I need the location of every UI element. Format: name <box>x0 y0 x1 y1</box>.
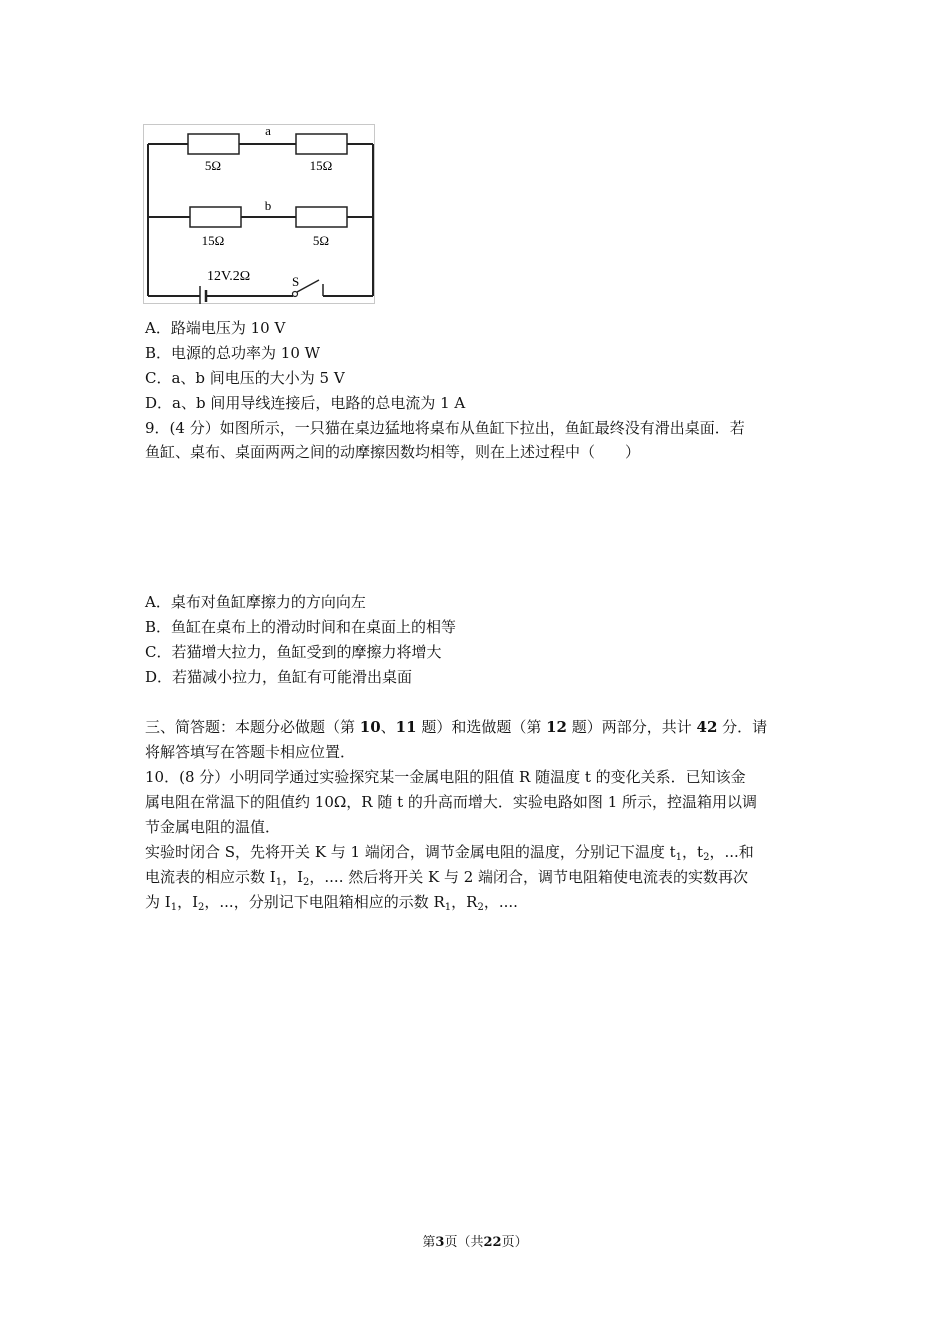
resistor-a2-label: 15Ω <box>309 158 333 173</box>
branch-label-b: b <box>264 198 272 213</box>
resistor-a1-label: 5Ω <box>204 158 222 173</box>
q10-line5: 电流表的相应示数 $I_1$，$I_2$，.... 然后将开关 K 与 2 端闭合，调节电阻箱使电流表的实数再次 <box>145 868 749 888</box>
q9-option-a: A．桌布对鱼缸摩擦力的方向向左 <box>145 593 366 611</box>
source-label: 12V.2Ω <box>207 269 251 284</box>
resistor-b1 <box>190 207 241 227</box>
q9-option-d: D．若猫减小拉力，鱼缸有可能滑出桌面 <box>145 668 413 686</box>
q8-option-b: B．电源的总功率为 10 W <box>145 344 321 362</box>
resistor-b2 <box>296 207 347 227</box>
q8-option-d: D．a、b 间用导线连接后，电路的总电流为 1 A <box>145 394 466 412</box>
q10-line3: 节金属电阻的温值． <box>145 818 281 836</box>
switch-blade <box>297 280 319 292</box>
q10-line2: 属电阻在常温下的阻值约 10Ω，R 随 t 的升高而增大．实验电路如图 1 所示，控温箱用以调 <box>145 793 758 811</box>
switch-label: S <box>292 274 300 289</box>
q10-line6: 为 $I_1$，$I_2$，...，分别记下电阻箱相应的示数 $R_1$，$R_2$，.... <box>145 893 518 913</box>
section3-heading-line2: 将解答填写在答题卡相应位置． <box>145 743 356 761</box>
q9-option-b: B．鱼缸在桌布上的滑动时间和在桌面上的相等 <box>145 618 457 636</box>
resistor-b1-label: 15Ω <box>201 233 225 248</box>
circuit-diagram <box>143 124 375 304</box>
q10-line4: 实验时闭合 S，先将开关 K 与 1 端闭合，调节金属电阻的温度，分别记下温度 $t_1$，$t_2$，...和 <box>145 843 754 863</box>
resistor-a1 <box>188 134 239 154</box>
q9-stem-line2: 鱼缸、桌布、桌面两两之间的动摩擦因数均相等，则在上述过程中（ ） <box>145 443 641 461</box>
branch-label-a: a <box>265 124 271 138</box>
q9-option-c: C．若猫增大拉力，鱼缸受到的摩擦力将增大 <box>145 643 442 661</box>
resistor-b2-label: 5Ω <box>312 233 330 248</box>
page-footer: 第3页（共22页） <box>422 1235 528 1250</box>
q8-option-a: A．路端电压为 10 V <box>145 319 286 337</box>
q8-option-c: C．a、b 间电压的大小为 5 V <box>145 369 345 387</box>
q9-stem-line1: 9．(4 分）如图所示，一只猫在桌边猛地将桌布从鱼缸下拉出，鱼缸最终没有滑出桌面．若 <box>145 419 745 437</box>
q10-line1: 10．(8 分）小明同学通过实验探究某一金属电阻的阻值 R 随温度 t 的变化关系．已知该金 <box>145 768 746 786</box>
section3-heading: 三、简答题：本题分必做题（第 10、11 题）和选做题（第 12 题）两部分，共计 42 分．请 <box>145 718 768 736</box>
switch-pivot <box>293 292 298 297</box>
resistor-a2 <box>296 134 347 154</box>
